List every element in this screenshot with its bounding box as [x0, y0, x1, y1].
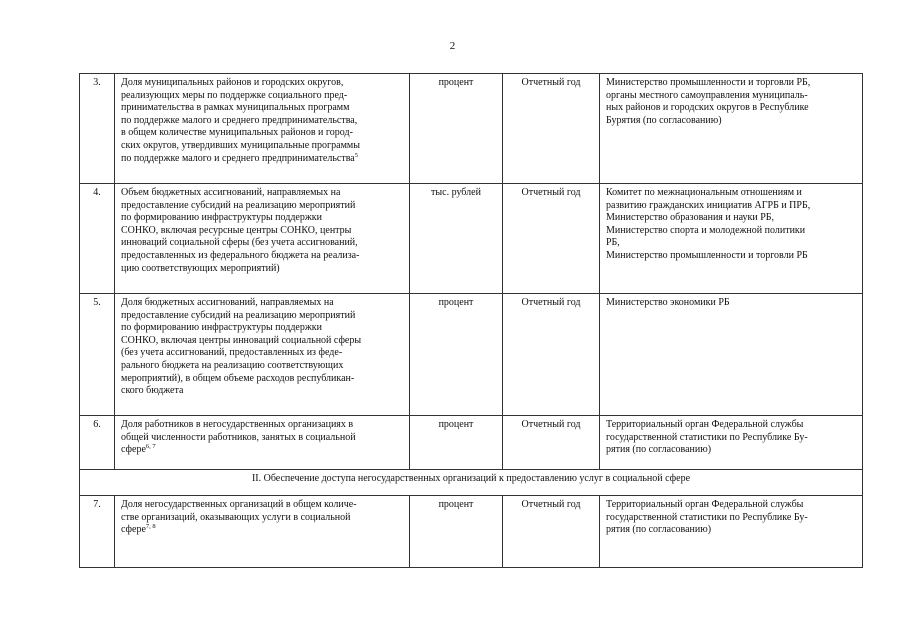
text-line — [606, 524, 856, 537]
text-line-content: Территориальный орган Федеральной службы — [606, 499, 804, 510]
text-line — [606, 225, 856, 238]
text-line-content: мероприятий), в общем объеме расходов республикан- — [121, 372, 355, 384]
text-line — [121, 237, 403, 250]
text-line-content: развитию гражданских инициатив АГРБ и ПРБ, — [606, 199, 811, 211]
table-row — [80, 184, 863, 294]
text-line — [121, 127, 403, 140]
row-number: 6. — [80, 416, 115, 470]
reporting-period: Отчетный год — [503, 416, 600, 470]
text-line — [121, 499, 403, 512]
responsible-body — [600, 294, 863, 416]
page-number: 2 — [449, 40, 456, 52]
text-line-content: предоставление субсидий на реализацию мероприятий — [121, 199, 356, 211]
text-line-content: сфере — [121, 444, 146, 456]
text-line-content: РБ, — [606, 237, 620, 249]
text-line — [606, 499, 856, 512]
text-line-content: государственной статистики по Республике Бу- — [606, 431, 808, 443]
footnote-marker: 5 — [354, 151, 358, 159]
text-line — [121, 90, 403, 103]
text-line-content: СОНКО, включая центры инноваций социальной сферы — [121, 334, 362, 346]
text-line — [121, 432, 403, 445]
text-line — [121, 524, 403, 537]
text-line — [121, 115, 403, 128]
row-number: 4. — [80, 184, 115, 294]
responsible-body — [600, 74, 863, 184]
text-line — [121, 212, 403, 225]
table-row — [80, 74, 863, 184]
reporting-period: Отчетный год — [503, 294, 600, 416]
text-line — [121, 419, 403, 432]
text-line-content: Министерство экономики РБ — [606, 297, 730, 308]
text-line-content: Министерство промышленности и торговли РБ — [606, 249, 808, 261]
row-number: 7. — [80, 496, 115, 568]
text-line-content: Министерство образования и науки РБ, — [606, 212, 775, 224]
text-line — [606, 444, 856, 457]
text-line-content: (без учета ассигнований, предоставленных из феде- — [121, 347, 343, 359]
text-line-content: Доля муниципальных районов и городских округов, — [121, 77, 344, 88]
text-line — [121, 310, 403, 323]
text-line — [606, 419, 856, 432]
text-line-content: цию соответствующих мероприятий) — [121, 262, 280, 274]
text-line-content: предоставленных из федерального бюджета на реализа- — [121, 249, 360, 261]
text-line-content: стве организаций, оказывающих услуги в социальной — [121, 511, 351, 523]
text-line — [606, 212, 856, 225]
text-line-content: по поддержке малого и среднего предпринимательства — [121, 152, 355, 164]
text-line-content: Комитет по межнациональным отношениям и — [606, 187, 802, 198]
text-line — [121, 444, 403, 457]
text-line-content: рятия (по согласованию) — [606, 444, 712, 456]
text-line — [606, 250, 856, 263]
text-line — [121, 187, 403, 200]
text-line-content: Доля негосударственных организаций в общем количе- — [121, 499, 357, 510]
text-line — [121, 297, 403, 310]
text-line-content: СОНКО, включая ресурсные центры СОНКО, центры — [121, 224, 352, 236]
text-line — [606, 187, 856, 200]
indicator-name — [115, 294, 410, 416]
text-line — [606, 77, 856, 90]
unit-of-measure: процент — [410, 74, 503, 184]
text-line — [606, 90, 856, 103]
section-row — [80, 470, 863, 496]
reporting-period: Отчетный год — [503, 496, 600, 568]
text-line — [121, 140, 403, 153]
section-title: II. Обеспечение доступа негосударственных организаций к предоставлению услуг в социальной сфере — [80, 470, 863, 496]
text-line — [121, 373, 403, 386]
row-number: 5. — [80, 294, 115, 416]
text-line — [121, 347, 403, 360]
indicator-name — [115, 496, 410, 568]
footnote-marker: 7, 8 — [145, 523, 156, 531]
unit-of-measure: тыс. рублей — [410, 184, 503, 294]
text-line — [121, 263, 403, 276]
text-line — [606, 102, 856, 115]
unit-of-measure: процент — [410, 496, 503, 568]
table-row — [80, 416, 863, 470]
text-line-content: инноваций социальной сферы (без учета ассигнований, — [121, 237, 358, 249]
text-line — [606, 237, 856, 250]
text-line-content: Доля работников в негосударственных организациях в — [121, 419, 354, 430]
text-line-content: органы местного самоуправления муниципаль- — [606, 89, 808, 101]
text-line-content: Объем бюджетных ассигнований, направляемых на — [121, 187, 341, 198]
footnote-marker: 6, 7 — [145, 443, 156, 451]
text-line — [121, 385, 403, 398]
unit-of-measure: процент — [410, 416, 503, 470]
unit-of-measure: процент — [410, 294, 503, 416]
text-line — [121, 250, 403, 263]
text-line-content: Территориальный орган Федеральной службы — [606, 419, 804, 430]
indicator-name — [115, 184, 410, 294]
responsible-body — [600, 416, 863, 470]
reporting-period: Отчетный год — [503, 184, 600, 294]
indicator-name — [115, 416, 410, 470]
text-line — [121, 360, 403, 373]
responsible-body — [600, 496, 863, 568]
reporting-period: Отчетный год — [503, 74, 600, 184]
text-line-content: сфере — [121, 524, 146, 536]
text-line-content: в общем количестве муниципальных районов и город- — [121, 127, 353, 139]
text-line-content: ского бюджета — [121, 385, 184, 397]
text-line — [121, 153, 403, 166]
table-row — [80, 294, 863, 416]
text-line — [121, 322, 403, 335]
text-line-content: по поддержке малого и среднего предпринимательства, — [121, 114, 358, 126]
text-line-content: государственной статистики по Республике Бу- — [606, 511, 808, 523]
text-line-content: предоставление субсидий на реализацию мероприятий — [121, 309, 356, 321]
row-number: 3. — [80, 74, 115, 184]
indicators-table — [79, 73, 863, 568]
text-line-content: по формированию инфраструктуры поддержки — [121, 212, 322, 224]
text-line-content: ных районов и городских округов в Республике — [606, 102, 809, 114]
text-line — [606, 115, 856, 128]
text-line-content: принимательства в рамках муниципальных программ — [121, 102, 350, 114]
text-line — [606, 200, 856, 213]
text-line — [121, 225, 403, 238]
text-line — [606, 297, 856, 310]
text-line-content: Доля бюджетных ассигнований, направляемых на — [121, 297, 334, 308]
text-line-content: рятия (по согласованию) — [606, 524, 712, 536]
responsible-body — [600, 184, 863, 294]
text-line-content: общей численности работников, занятых в социальной — [121, 431, 356, 443]
text-line — [121, 77, 403, 90]
text-line-content: Министерство промышленности и торговли РБ, — [606, 77, 811, 88]
text-line — [606, 432, 856, 445]
text-line — [121, 335, 403, 348]
text-line — [121, 102, 403, 115]
text-line — [121, 200, 403, 213]
text-line-content: рального бюджета на реализацию соответствующих — [121, 359, 344, 371]
text-line-content: ских округов, утвердивших муниципальные программы — [121, 139, 360, 151]
text-line-content: по формированию инфраструктуры поддержки — [121, 322, 322, 334]
text-line-content: Министерство спорта и молодежной политики — [606, 224, 806, 236]
text-line — [121, 512, 403, 525]
text-line — [606, 512, 856, 525]
indicator-name — [115, 74, 410, 184]
table-row — [80, 496, 863, 568]
text-line-content: реализующих меры по поддержке социального пред- — [121, 89, 348, 101]
text-line-content: Бурятия (по согласованию) — [606, 114, 722, 126]
